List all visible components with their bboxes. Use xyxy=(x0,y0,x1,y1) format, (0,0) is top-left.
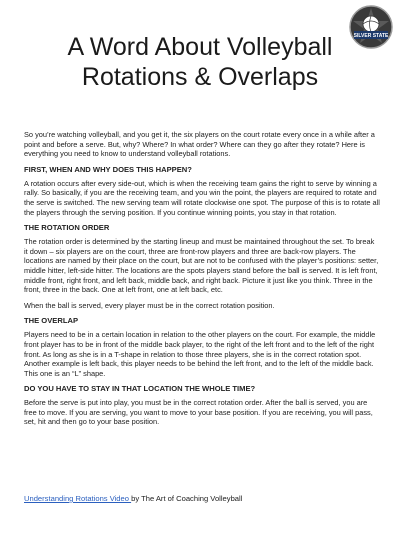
intro-paragraph: So you’re watching volleyball, and you get it, the six players on the court rotate every once in a while after a point and before a serve. But, why? Where? In what order? Where can they go after they rotate? Here is everything you need to know to understand volleyball rotations. xyxy=(24,130,375,159)
rotations-video-link[interactable]: Understanding Rotations Video xyxy=(24,494,132,503)
section-paragraph: When the ball is served, every player must be in the correct rotation position. xyxy=(24,300,275,310)
title-line-1: A Word About Volleyball xyxy=(67,33,333,61)
article-body xyxy=(24,130,380,433)
title-line-2: Rotations & Overlaps xyxy=(81,63,319,91)
footer-credit xyxy=(24,494,242,504)
section-heading: DO YOU HAVE TO STAY IN THAT LOCATION THE WHOLE TIME? xyxy=(24,384,256,394)
section-paragraph: A rotation occurs after every side-out, which is when the receiving team gains the right to serve by winning a rally. So basically, if you are the receiving team, and you win the point, the players are required to rotate and the serve is switched. The new serving team will rotate clockwise one spot. The purpose of this is to rotate all the players through the serving position. If you continue winning points, you stay in that rotation. xyxy=(24,178,380,217)
section-paragraph: The rotation order is determined by the starting lineup and must be maintained throughout the set. To break it down – six players are on the court, three are front-row players and three are back-row players. The locations are named by their place on the court, but are not to be confused with the player’s positions: setter, middle hitter, left-side hitter. The locations are the spots players stand before the ball is served. It is left front, middle front, right front, and left back, middle back, and right back. Picture it just like you think. Three in the front, three in the back. One at left front, one at left back, etc. xyxy=(24,237,379,295)
section-heading: FIRST, WHEN AND WHY DOES THIS HAPPEN? xyxy=(24,164,192,174)
logo-text: SILVER STATE xyxy=(353,33,389,39)
section-heading: THE OVERLAP xyxy=(24,316,79,326)
section-paragraph: Before the serve is put into play, you must be in the correct rotation order. After the ball is served, you are free to move. If you are serving, you want to move to your base position. If you are receiving, you will pass, set, hit and then go to your base position. xyxy=(24,398,373,427)
section-heading: THE ROTATION ORDER xyxy=(24,223,110,233)
page-title xyxy=(0,32,400,92)
footer-credit-text: by The Art of Coaching Volleyball xyxy=(131,494,243,503)
section-paragraph: Players need to be in a certain location in relation to the other players on the court. For example, the middle front player has to be in front of the middle back player, to the right of the left front and to the left of the right front. As long as she is in a T-shape in relation to those three players, she is in the correct rotation spot. Another example is left back, this player needs to be behind the left front, and to the left of the middle back. This one is an “L” shape. xyxy=(24,330,376,378)
